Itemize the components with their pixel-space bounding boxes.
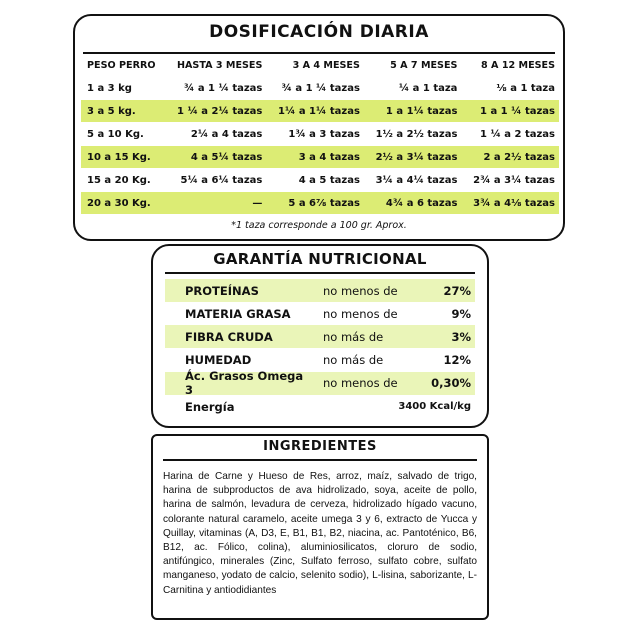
energy-label: Energía <box>185 399 235 414</box>
dosage-row <box>81 192 559 215</box>
dosage-row <box>81 169 559 192</box>
nutrition-panel <box>151 244 489 428</box>
dosage-panel <box>73 14 565 241</box>
nutrient-name: HUMEDAD <box>185 353 252 368</box>
nutrient-condition: no más de <box>323 353 384 368</box>
dosage-cell: 3¼ a 4¼ tazas <box>375 174 458 186</box>
dosage-cell: 5¼ a 6¼ tazas <box>180 174 263 186</box>
header-hasta-3-meses: HASTA 3 MESES <box>176 59 263 71</box>
dosage-cell: 2 a 2½ tazas <box>461 146 559 169</box>
nutrition-row <box>165 325 475 348</box>
nutrient-name: FIBRA CRUDA <box>185 329 273 344</box>
dosage-footnote: *1 taza corresponde a 100 gr. Aprox. <box>231 220 407 231</box>
dosage-cell-weight: 15 a 20 Kg. <box>87 174 151 186</box>
dosage-cell-weight: 1 a 3 kg <box>87 82 132 94</box>
header-peso-perro: PESO PERRO <box>87 59 156 71</box>
nutrient-condition: no menos de <box>323 376 398 391</box>
dosage-cell: 1¼ a 1¼ tazas <box>266 100 364 123</box>
nutrient-value: 0,30% <box>431 376 471 391</box>
ingredients-title: INGREDIENTES <box>263 439 377 454</box>
nutrient-value: 9% <box>451 306 471 321</box>
dosage-cell-weight: 10 a 15 Kg. <box>81 146 165 169</box>
nutrition-row <box>165 279 475 302</box>
nutrient-condition: no menos de <box>323 283 398 298</box>
dosage-row <box>81 77 559 100</box>
dosage-cell: 4¾ a 6 tazas <box>364 192 462 215</box>
nutrition-title-divider <box>165 272 475 274</box>
dosage-cell: 1½ a 2½ tazas <box>375 128 458 140</box>
dosage-cell: 4 a 5 tazas <box>298 174 360 186</box>
nutrition-row <box>165 369 475 398</box>
dosage-cell: ¾ a 1 ¼ tazas <box>281 82 360 94</box>
nutrient-condition: no más de <box>323 329 384 344</box>
dosage-cell: 2½ a 3¼ tazas <box>364 146 462 169</box>
dosage-cell-weight: 3 a 5 kg. <box>81 100 165 123</box>
dosage-cell: 3 a 4 tazas <box>266 146 364 169</box>
dosage-cell: 1¾ a 3 tazas <box>288 128 360 140</box>
dosage-title: DOSIFICACIÓN DIARIA <box>209 22 429 42</box>
dosage-cell: — <box>165 192 266 215</box>
nutrient-value: 3% <box>451 329 471 344</box>
header-3-a-4-meses: 3 A 4 MESES <box>292 59 360 71</box>
dosage-row <box>81 146 559 169</box>
dosage-cell: 1 ¼ a 2¼ tazas <box>165 100 266 123</box>
dosage-cell: ¾ a 1 ¼ tazas <box>183 82 263 94</box>
nutrient-name: MATERIA GRASA <box>185 306 291 321</box>
dosage-cell: ¼ a 1 taza <box>398 82 458 94</box>
dosage-header-row <box>81 54 559 77</box>
nutrition-rows <box>165 279 475 398</box>
dosage-cell: 1 a 1 ¼ tazas <box>461 100 559 123</box>
nutrient-value: 27% <box>443 283 471 298</box>
dosage-cell: 2¾ a 3¼ tazas <box>473 174 555 186</box>
nutrient-value: 12% <box>443 353 471 368</box>
dosage-table <box>81 54 559 214</box>
ingredients-panel <box>151 434 489 620</box>
energy-row <box>165 395 475 419</box>
dosage-cell: 4 a 5¼ tazas <box>165 146 266 169</box>
nutrition-row <box>165 302 475 325</box>
nutrient-condition: no menos de <box>323 306 398 321</box>
dosage-cell-weight: 20 a 30 Kg. <box>81 192 165 215</box>
ingredients-title-divider <box>163 459 477 461</box>
dosage-cell: 2¼ a 4 tazas <box>190 128 263 140</box>
header-5-a-7-meses: 5 A 7 MESES <box>390 59 458 71</box>
dosage-cell: 3¾ a 4⅛ tazas <box>461 192 559 215</box>
nutrient-name: PROTEÍNAS <box>185 283 259 298</box>
dosage-cell: 5 a 6⅞ tazas <box>266 192 364 215</box>
dosage-cell: 1 ¼ a 2 tazas <box>480 128 555 140</box>
nutrition-title: GARANTÍA NUTRICIONAL <box>213 250 427 268</box>
dosage-cell: 1 a 1¼ tazas <box>364 100 462 123</box>
dosage-row <box>81 123 559 146</box>
header-8-a-12-meses: 8 A 12 MESES <box>481 59 555 71</box>
nutrient-name: Ác. Grasos Omega 3 <box>185 369 304 398</box>
dosage-cell: ⅛ a 1 taza <box>496 82 555 94</box>
dosage-row <box>81 100 559 123</box>
energy-value: 3400 Kcal/kg <box>398 401 471 413</box>
dosage-cell-weight: 5 a 10 Kg. <box>87 128 144 140</box>
ingredients-text: Harina de Carne y Hueso de Res, arroz, maíz, salvado de trigo, harina de subproductos de ava hidrolizado, soya, aceite de pollo, harina de salmón, levadura de cerveza, hidrolizado hígado vacuno, colorante natural caramelo, aceite umega 3 y 6, extracto de Yucca y Quillay, vitaminas (A, D3, E, B1, B1, B2, niacina, ac. Pantoténico, B6, B12, ac. Fólico, colina), aluminiosilicatos, cloruro de sodio, antifúngico, minerales (Zinc, Sulfato ferroso, sulfato cobre, sulfato manganeso, yodato de calcio, selenito sodio), L-lisina, saborizante, L-Carnitina y antiodidiantes <box>163 471 477 596</box>
